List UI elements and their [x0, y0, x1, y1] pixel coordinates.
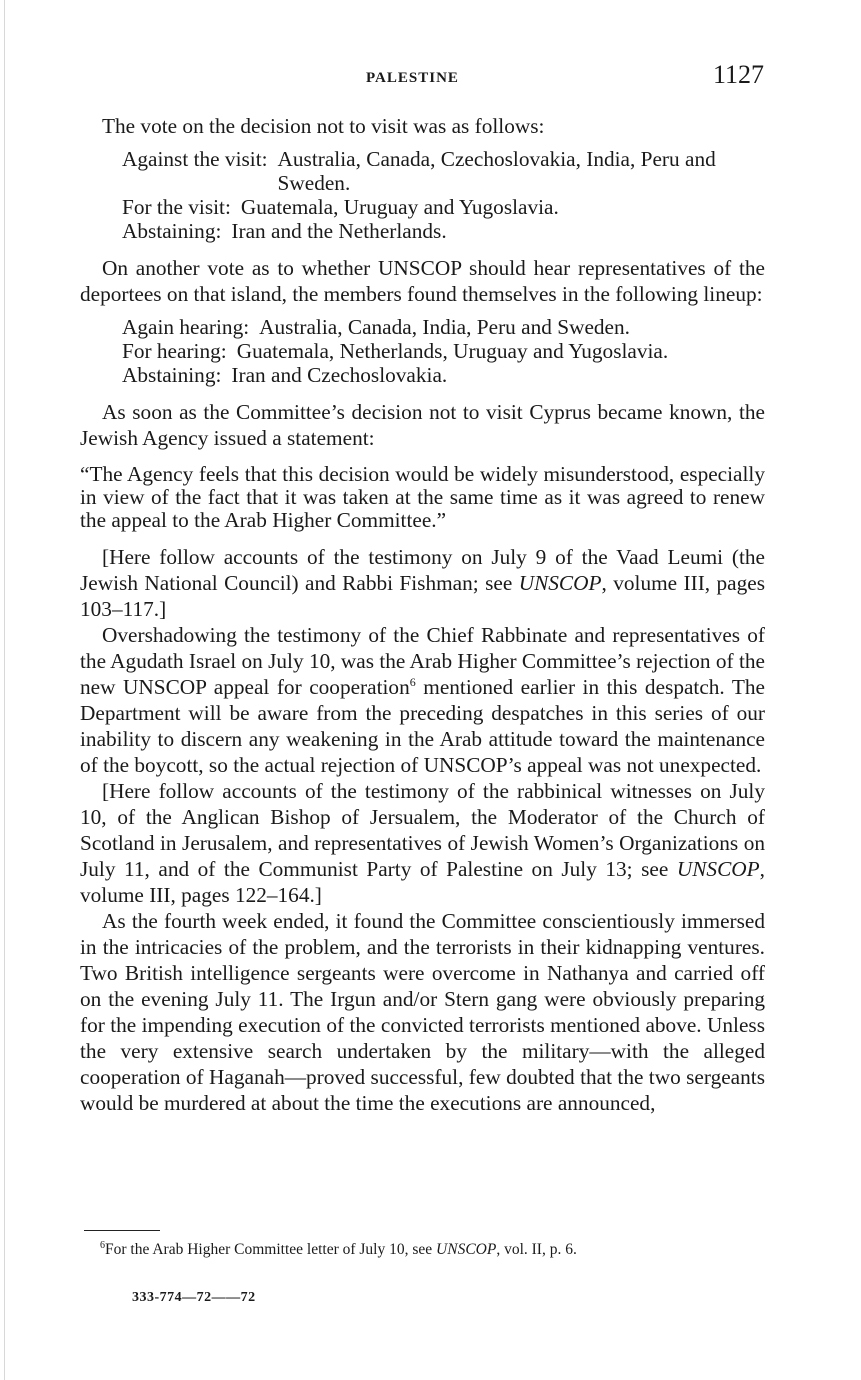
vote-row — [122, 363, 765, 387]
vote-row — [122, 195, 765, 219]
vote-label: For the visit: — [122, 195, 231, 219]
footnote — [100, 1240, 790, 1260]
paragraph-editorial-note-2 — [80, 778, 765, 908]
vote-row — [122, 315, 765, 339]
text-run: [Here follow accounts of the testimony on July 9 of the Vaad Leumi (the Jewish National Council) and Rabbi Fishman; see — [80, 545, 765, 595]
vote-value: Iran and Czechoslovakia. — [231, 363, 448, 387]
page-edge-line — [4, 0, 5, 1380]
footnote-reference: 6 — [409, 674, 416, 689]
block-quote: “The Agency feels that this decision would be widely misunderstood, especially in view of the fact that it was taken at the same time as it was agreed to renew the appeal to the Arab Higher Committee.” — [80, 462, 765, 532]
text-run: mentioned earlier in this despatch. The Department will be aware from the preceding despatches in this series of our inability to discern any weakening in the Arab attitude toward the maintenance of the boycott, so the actual rejection of UNSCOP’s appeal was not unexpected. — [80, 675, 765, 777]
page-number: 1127 — [712, 60, 764, 89]
vote-label: Again hearing: — [122, 315, 250, 339]
footnote-text: For the Arab Higher Committee letter of July 10, see — [105, 1241, 437, 1258]
vote-value: Australia, Canada, India, Peru and Sweden. — [259, 315, 630, 339]
vote-list-hearing — [122, 315, 765, 387]
paragraph-rejection — [80, 622, 765, 778]
running-title: PALESTINE — [366, 70, 459, 86]
footnote-number: 6 — [100, 1239, 105, 1251]
paragraph-editorial-note-1 — [80, 544, 765, 622]
vote-row — [122, 219, 765, 243]
text-run: Overshadowing the testimony of the Chief Rabbinate and representatives of the Agudath Israel on July 10, was the Arab Higher Committee’s rejection of the new UNSCOP appeal for cooperation — [80, 623, 765, 699]
vote-row — [122, 339, 765, 363]
text-run: [Here follow accounts of the testimony of the rabbinical witnesses on July 10, of the Anglican Bishop of Jersualem, the Moderator of the Church of Scotland in Jerusalem, and representatives of Jewish Women’s Organizations on July 11, and of the Communist Party of Palestine on July 13; see — [80, 779, 765, 881]
vote-label: Abstaining: — [122, 219, 222, 243]
vote-value: Iran and the Netherlands. — [231, 219, 447, 243]
publication-title: UNSCOP — [518, 571, 602, 595]
vote-row — [122, 147, 765, 195]
text-run: , volume III, pages 122–164.] — [80, 857, 765, 907]
text-run: , volume III, pages 103–117.] — [80, 571, 765, 621]
publication-title: UNSCOP — [676, 857, 760, 881]
footnote-rule — [84, 1230, 160, 1231]
vote-value: Guatemala, Uruguay and Yugoslavia. — [240, 195, 559, 219]
paragraph-fourth-week: As the fourth week ended, it found the Committee conscientiously immersed in the intricacies of the problem, and the terrorists in their kidnapping ventures. Two British intelligence sergeants were overcome in Nathanya and carried off on the evening July 11. The Irgun and/or Stern gang were obviously preparing for the impending execution of the convicted terrorists mentioned above. Unless the very extensive search undertaken by the military—with the alleged cooperation of Haganah—proved successful, few doubted that the two sergeants would be murdered at about the time the executions are announced, — [80, 909, 765, 1115]
vote-label: Abstaining: — [122, 363, 222, 387]
paragraph-vote-intro: The vote on the decision not to visit was as follows: — [102, 114, 545, 138]
vote-list-visit — [122, 147, 765, 243]
vote-value: Australia, Canada, Czechoslovakia, India, Peru and Sweden. — [277, 147, 716, 195]
paragraph-agency-statement: As soon as the Committee’s decision not to visit Cyprus became known, the Jewish Agency issued a statement: — [80, 400, 765, 450]
vote-label: Against the visit: — [122, 147, 268, 171]
publication-title: UNSCOP — [436, 1241, 497, 1258]
paragraph-deportees: On another vote as to whether UNSCOP should hear representatives of the deportees on that island, the members found themselves in the following lineup: — [80, 256, 765, 306]
vote-label: For hearing: — [122, 339, 227, 363]
body-text — [80, 113, 765, 1116]
vote-value: Guatemala, Netherlands, Uruguay and Yugoslavia. — [236, 339, 669, 363]
footnote-text: , vol. II, p. 6. — [496, 1241, 577, 1258]
print-code: 333-774—72——72 — [132, 1290, 256, 1305]
